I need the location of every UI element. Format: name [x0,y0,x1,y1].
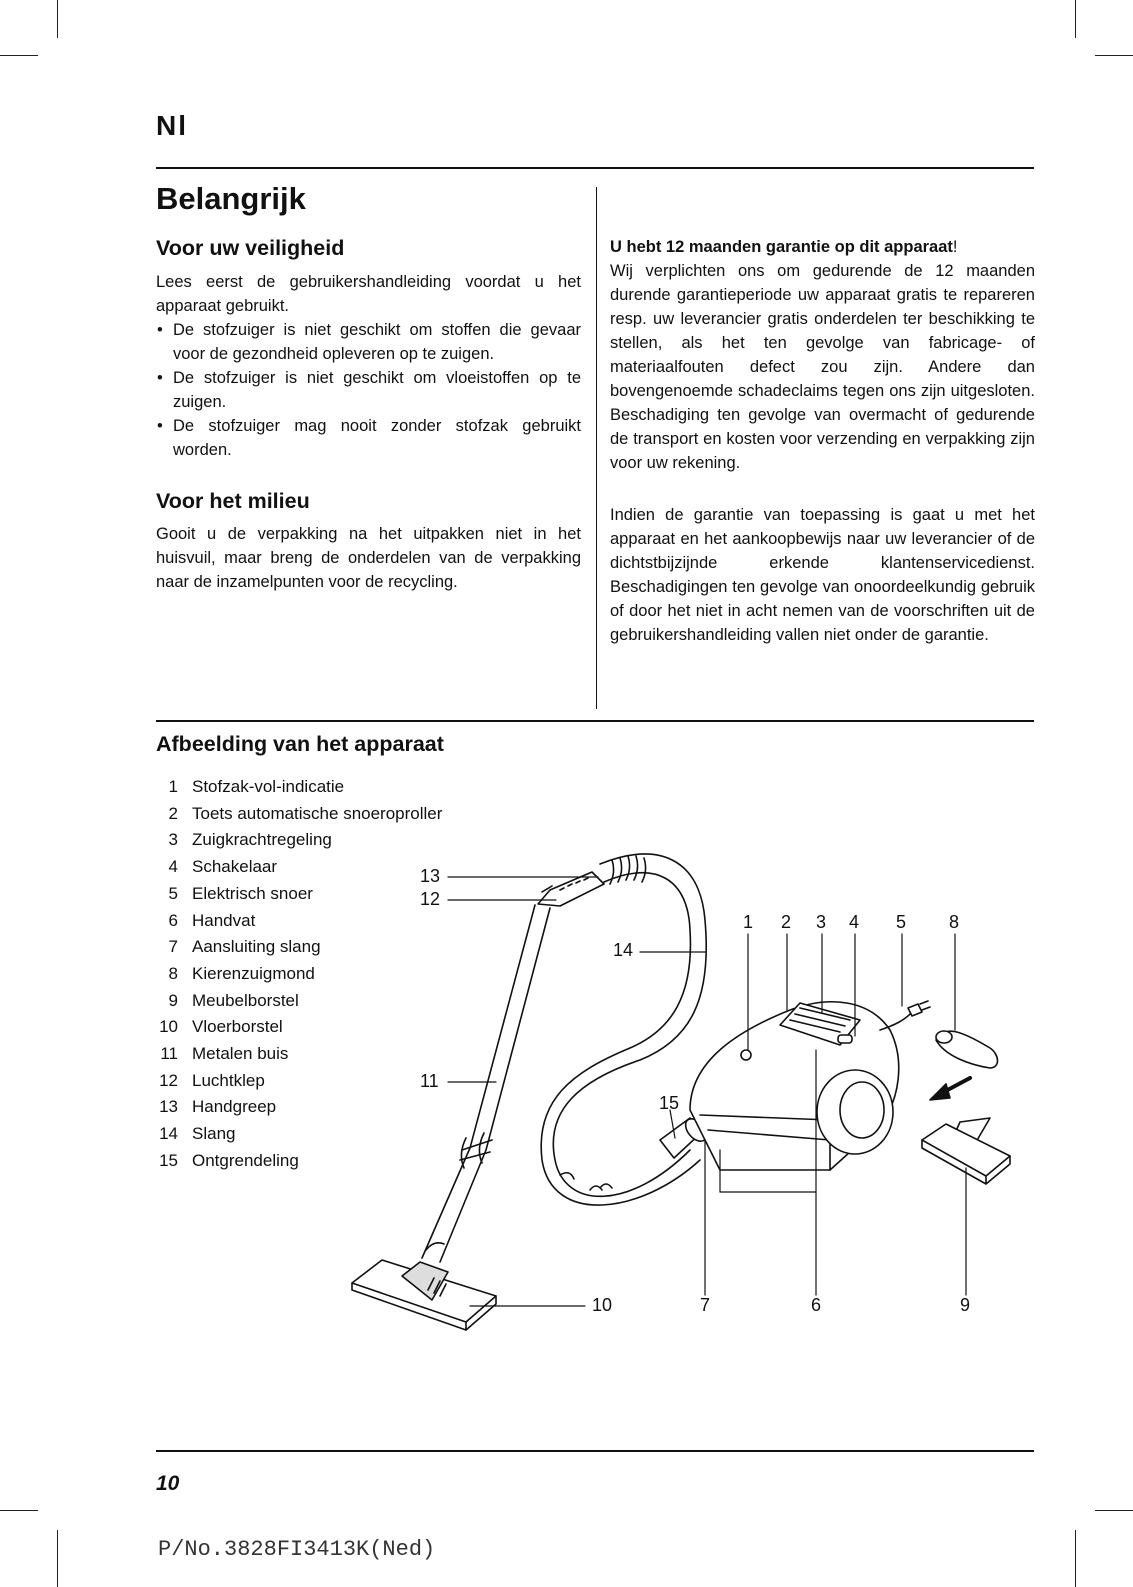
callout-4: 4 [849,912,860,932]
callout-10: 10 [592,1295,613,1315]
callout-6: 6 [811,1295,822,1315]
callout-14: 14 [613,940,634,960]
part-number: 10 [159,1017,178,1037]
page-number: 10 [156,1472,180,1495]
part-label: Luchtklep [192,1070,265,1090]
part-number: 5 [168,883,178,903]
part-number: 1 [168,777,178,796]
part-label: Zuigkrachtregeling [192,830,332,850]
callout-15: 15 [659,1093,680,1113]
hose-drawing [541,854,706,1205]
part-number: 12 [159,1070,178,1090]
part-label: Metalen buis [192,1044,289,1064]
callout-13: 13 [420,866,441,886]
language-code: Nl [156,110,188,141]
part-label: Slang [192,1124,236,1144]
part-label: Meubelborstel [192,990,299,1010]
floor-brush-drawing [352,1260,496,1330]
part-label: Handgreep [192,1097,277,1117]
callout-7: 7 [700,1295,711,1315]
page-title: Belangrijk [156,181,306,216]
callout-3: 3 [816,912,827,932]
warranty-paragraph-1: Wij verplichten ons om gedurende de 12 maanden durende garantieperiode uw apparaat gratis te repareren resp. uw leverancier gratis onderdelen ter beschikking te stellen, als het ten gevolge van fabricage- of materiaalfouten defect zou zijn. Andere dan bovengenoemde schadeclaims tegen ons zijn uitgesloten. Beschadiging ten gevolge van overmacht of gedurende de transport en kosten voor verzending en verpakking zijn voor uw rekening. [610,262,1035,472]
part-number: 14 [159,1124,178,1144]
callout-5: 5 [896,912,907,932]
part-label: Handvat [192,910,256,930]
part-label: Aansluiting slang [192,937,321,957]
part-number: 11 [160,1044,178,1064]
part-number: 6 [168,910,178,930]
safety-bullet: • De stofzuiger is niet geschikt om stoffen die gevaar voor de gezondheid opleveren op te zuigen. [156,318,581,366]
callout-11: 11 [420,1071,439,1091]
metal-tube-drawing [422,905,550,1262]
bottom-divider [156,1450,1034,1452]
callout-9: 9 [960,1295,971,1315]
part-label: Elektrisch snoer [192,883,313,903]
vacuum-body-drawing [690,1002,899,1170]
callout-8: 8 [949,912,960,932]
part-number: 8 [168,963,178,983]
figure-heading: Afbeelding van het apparaat [156,732,444,756]
part-label: Ontgrendeling [192,1150,299,1170]
part-number: 15 [159,1150,178,1170]
environment-heading: Voor het milieu [156,489,310,513]
part-label: Schakelaar [192,857,278,877]
part-label: Kierenzuigmond [192,963,315,983]
part-label: Toets automatische snoeroproller [192,803,443,823]
warranty-paragraph-2: Indien de garantie van toepassing is gaat u met het apparaat en het aankoopbewijs naar uw leverancier of de dichtstbijzijnde erkende klantenservicedienst. Beschadigingen ten gevolge van onoordeelkundig gebruik of door het niet in acht nemen van de voorschriften uit de gebruikershandleiding vallen niet onder de garantie. [610,506,1035,644]
environment-text: Gooit u de verpakking na het uitpakken niet in het huisvuil, maar breng de onderdelen van de verpakking naar de inzamelpunten voor de recycling. [156,525,581,591]
part-number-code: P/No.3828FI3413K(Ned) [158,1537,436,1562]
warranty-heading-text: U hebt 12 maanden garantie op dit apparaat [610,238,953,256]
arrow-drawing [930,1078,970,1100]
part-number: 9 [168,990,178,1010]
part-label: Stofzak-vol-indicatie [192,777,345,796]
part-label: Vloerborstel [192,1017,283,1037]
safety-bullet: • De stofzuiger mag nooit zonder stofzak gebruikt worden. [156,414,581,462]
part-number: 13 [159,1097,178,1117]
crevice-tool-drawing [936,1031,998,1068]
safety-heading: Voor uw veiligheid [156,236,345,260]
part-number: 3 [168,830,178,850]
callout-12: 12 [420,889,441,909]
warranty-heading-mark: ! [952,238,958,256]
callout-1: 1 [743,912,754,932]
safety-bullet: • De stofzuiger is niet geschikt om vloeistoffen op te zuigen. [156,366,581,414]
part-number: 7 [168,937,178,957]
part-number: 4 [168,857,178,877]
part-number: 2 [168,803,178,823]
safety-intro: Lees eerst de gebruikershandleiding voordat u het apparaat gebruikt. [156,273,581,315]
callout-2: 2 [781,912,792,932]
